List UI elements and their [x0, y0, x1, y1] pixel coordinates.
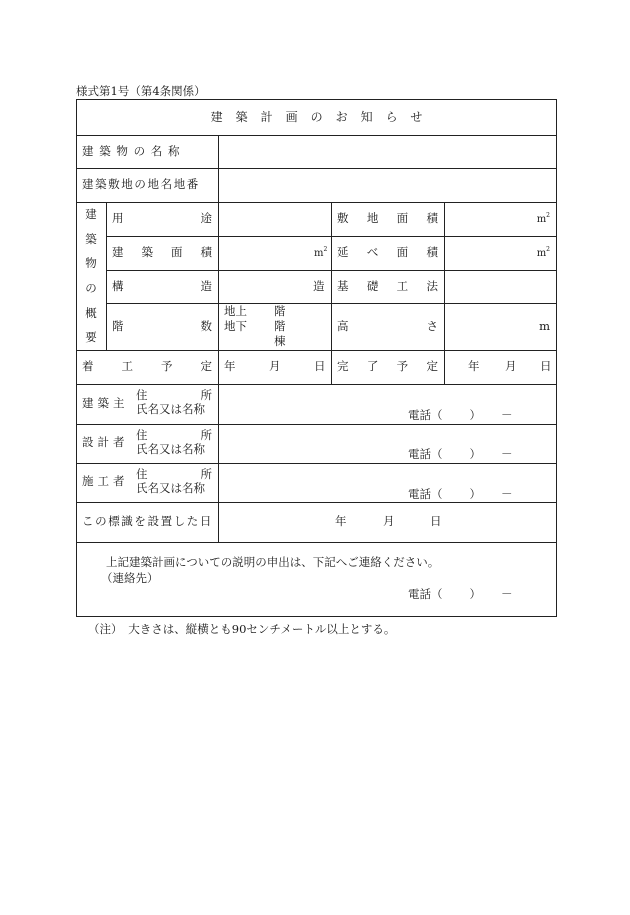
divider [444, 202, 445, 384]
divider [331, 202, 332, 384]
height-unit: m [539, 319, 550, 333]
site-address-label: 建築敷地の地名地番 [82, 177, 200, 191]
completion-day: 日 [540, 359, 552, 373]
use-label: 用 途 [112, 211, 212, 225]
divider [76, 135, 557, 136]
contact-phone: 電話（ ） － [408, 587, 513, 601]
site-area-label: 敷 地 面 積 [337, 211, 438, 225]
owner-address-label: 住 所 [136, 388, 212, 402]
owner-label: 建築主 [82, 396, 129, 410]
divider [76, 168, 557, 169]
divider [106, 202, 107, 350]
floors-label: 階 数 [112, 319, 212, 333]
contractor-phone: 電話（ ） － [408, 487, 513, 501]
below-ground-floor-unit: 階 [274, 319, 286, 333]
completion-year: 年 [468, 359, 480, 373]
designer-label: 設計者 [82, 435, 129, 449]
contractor-label: 施工者 [82, 474, 129, 488]
posted-month: 月 [383, 514, 395, 528]
notice-title: 建築計画のお知らせ [210, 110, 436, 124]
designer-address-label: 住 所 [136, 428, 212, 442]
divider [76, 202, 557, 203]
owner-phone: 電話（ ） － [408, 408, 513, 422]
divider [76, 384, 557, 385]
foundation-label: 基 礎 工 法 [337, 279, 438, 293]
completion-month: 月 [505, 359, 517, 373]
size-note: （注） 大きさは、縦横とも90センチメートル以上とする。 [88, 622, 396, 636]
contractor-name-label: 氏名又は名称 [136, 481, 205, 495]
sign-posted-label: この標識を設置した日 [82, 514, 213, 528]
site-area-unit: $m^2$ [536, 212, 550, 225]
divider [76, 502, 557, 503]
overview-label: 建 築 物 の 概 要 [85, 207, 97, 345]
height-label: 高 さ [337, 319, 438, 333]
designer-phone: 電話（ ） － [408, 447, 513, 461]
start-day: 日 [314, 359, 326, 373]
building-area-unit: $m^2$ [314, 246, 328, 259]
contractor-address-label: 住 所 [136, 467, 212, 481]
divider [76, 463, 557, 464]
start-date-label: 着 工 予 定 [82, 359, 212, 373]
designer-name-label: 氏名又は名称 [136, 442, 205, 456]
building-count-unit: 棟 [274, 334, 286, 348]
completion-date-label: 完 了 予 定 [337, 359, 438, 373]
total-floor-area-label: 延 べ 面 積 [337, 245, 438, 259]
below-ground-label: 地下 [224, 319, 247, 333]
structure-label: 構 造 [112, 279, 212, 293]
posted-day: 日 [430, 514, 442, 528]
start-year: 年 [224, 359, 236, 373]
owner-name-label: 氏名又は名称 [136, 402, 205, 416]
building-area-label: 建 築 面 積 [112, 245, 212, 259]
building-name-label: 建築物の名称 [82, 144, 186, 158]
structure-suffix: 造 [313, 279, 325, 293]
above-ground-floor-unit: 階 [274, 304, 286, 318]
form-number: 様式第1号（第4条関係） [76, 84, 206, 98]
above-ground-label: 地上 [224, 304, 247, 318]
start-month: 月 [269, 359, 281, 373]
contact-label: （連絡先） [101, 571, 159, 585]
posted-year: 年 [335, 514, 347, 528]
contact-message: 上記建築計画についての説明の申出は、下記へご連絡ください。 [106, 555, 440, 569]
divider [76, 350, 557, 351]
divider [218, 135, 219, 542]
total-floor-area-unit: $m^2$ [536, 246, 550, 259]
divider [76, 424, 557, 425]
divider [76, 542, 557, 543]
